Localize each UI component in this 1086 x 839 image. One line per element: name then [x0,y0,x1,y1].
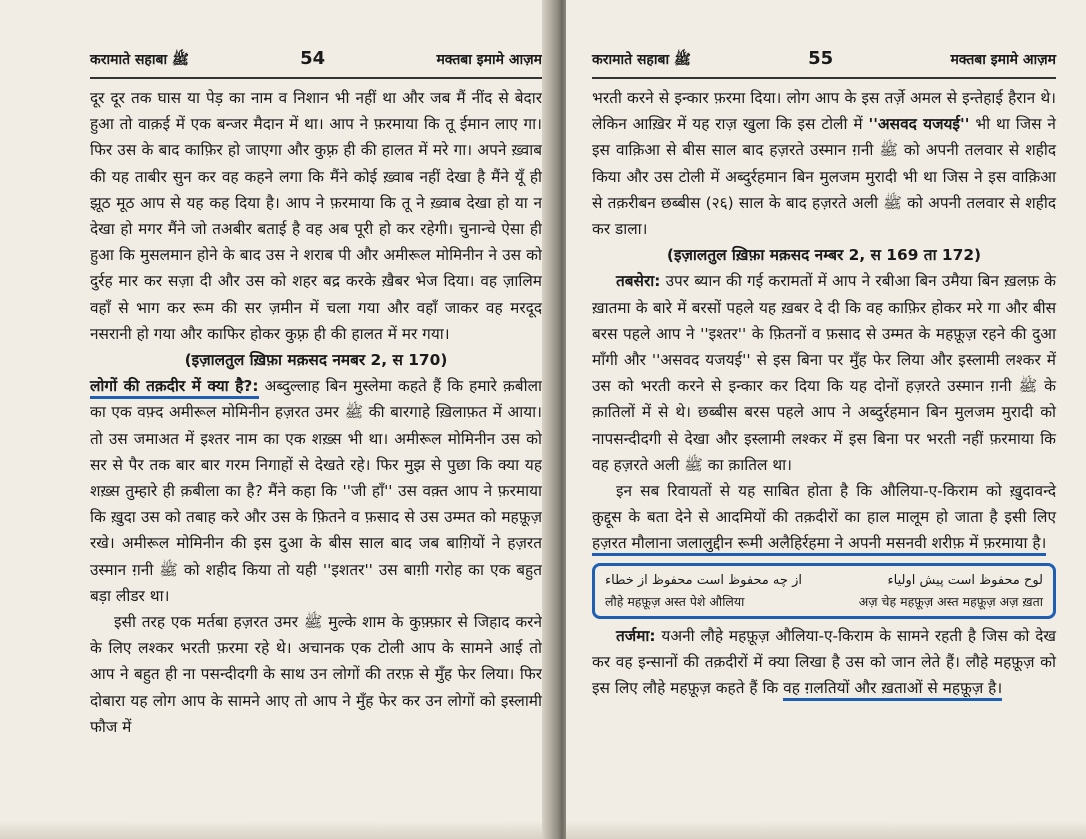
verse-half: از چه محفوظ است محفوظ از خطاء [605,572,802,588]
section-heading: लोगों की तक़दीर में क्या है?: [90,377,259,399]
paragraph [592,85,1056,242]
book-title: करामाते सहाबा ﷺ [592,52,691,68]
verse-half: लौहे महफ़ूज़ अस्त पेशे औलिया [605,593,745,609]
right-page-body [592,85,1056,701]
persian-verse [605,570,1043,592]
paragraph-text: इन सब रिवायतों से यह साबित होता है कि औलिया-ए-किराम को ख़ुदावन्दे क़ुद्दूस के बता देने से आदमियों की तक़दीरों का हाल मालूम हो जाता है इसी लिए [592,482,1056,527]
page-number: 55 [808,48,834,69]
book-title: करामाते सहाबा ﷺ [90,52,189,68]
publisher-name: मक्तबा इमामे आज़म [436,52,542,68]
page-number: 54 [300,48,326,69]
paragraph-text: भरती करने से इन्कार फ़रमा दिया। लोग आप के इस तर्ज़े अमल से इन्तेहाई हैरान थे। लेकिन आख़िर में यह राज़ खुला कि इस टोली में [592,89,1056,134]
underlined-phrase: हज़रत मौलाना जलालुद्दीन रूमी अलैहिर्रहमा ने अपनी मसनवी शरीफ़ में फ़रमाया है। [592,534,1046,556]
persian-verse-box [592,563,1056,619]
reference-citation: (इज़ालतुल ख़िफ़ा मक़सद नमबर 2, स 170) [184,351,448,370]
tabsera-label: तबसेरा: [616,272,661,291]
page-bottom-edge [0,821,556,839]
reference-citation: (इज़ालतुल ख़िफ़ा मक़सद नम्बर 2, स 169 ता 172) [666,246,982,265]
bold-name: ''असवद यजयई'' [868,115,970,134]
page-bottom-edge [566,821,1086,839]
left-page-body [90,85,542,740]
paragraph-body: अब्दुल्लाह बिन मुस्लेमा कहते हैं कि हमारे क़बीला का एक वफ़्द अमीरूल मोमिनीन हज़रत उमर ﷺ की बारगाहे ख़िलाफ़त में आया। तो उस जमाअत में इश्तर नाम का एक शख़्स भी था। अमीरूल मोमिनीन उस को सर से पैर तक बार बार गरम निगाहों से देखते रहे। फिर मुझ से पुछा कि क्या यह शख़्स तुम्हारे ही क़बीला का है? मैंने कहा कि ''जी हाँ'' उस वक़्त आप ने फ़रमाया कि ख़ुदा उस को तबाह करे और उस के फ़ितने व फ़साद से उस उम्मत को महफ़ूज़ रखे। अमीरूल मोमिनीन की इस दुआ के बीस साल बाद जब बाग़ियों ने हज़रत उस्मान ग़नी ﷺ को शहीद किया तो यही ''इशतर'' उस बाग़ी गरोह का एक बहुत बड़ा लीडर था। [90,377,542,605]
tarjuma-label: तर्जमा: [616,626,656,645]
underlined-phrase: वह ग़लतियों और ख़ताओं से महफ़ूज़ है। [783,679,1002,701]
left-page-header [90,48,542,79]
right-page [566,0,1086,839]
verse-half: अज़ चेह महफ़ूज़ अस्त महफ़ूज़ अज़ ख़ता [858,593,1043,609]
paragraph [592,478,1056,557]
paragraph [592,623,1056,702]
paragraph: दूर दूर तक घास या पेड़ का नाम व निशान भी नहीं था और जब मैं नींद से बेदार हुआ तो वाक़ई में एक बन्जर मैदान में था। आप ने फ़रमाया कि तू ईमान लाए गा। फिर उस के बाद काफ़िर हो जाएगा और कुफ़्र ही की हालत में मरे गा। अपने ख़्वाब की यह ताबीर सुन कर वह कहने लगा कि मैंने कोई ख़्वाब नहीं देखा है मैंने यूँ ही झूठ मूठ आप से यह कह दिया है। आप ने फ़रमाया कि तू ने ख़्वाब देखा हो या न देखा हो मगर मैंने जो तअबीर बताई है वह अब पूरी हो कर रहेगी। चुनान्चे ऐसा ही हुआ कि मुसलमान होने के बाद उस ने शराब पी और अमीरूल मोमिनीन ने उस को दुर्रह मार कर सज़ा दी और उस को शहर बद्र करके ख़ैबर भेज दिया। वह ज़ालिम वहाँ से भाग कर रूम की सर ज़मीन में चला गया और वहाँ जाकर वह मरदूद नसरानी हो गया और काफिर होकर कुफ़्र ही की हालत में मर गया। [90,89,542,343]
publisher-name: मक्तबा इमामे आज़म [950,52,1056,68]
paragraph [90,373,542,609]
paragraph-body: यअनी लौहे महफ़ूज़ औलिया-ए-किराम के सामने रहती है जिस को देख कर वह इन्सानों की तक़दीरों में क्या लिखा है उस को जान लेते हैं। लौहे महफ़ूज़ को इस लिए लौहे महफ़ूज़ कहते हैं कि [592,626,1056,698]
verse-half: لوح محفوظ است پیش اولیاء [887,572,1043,588]
paragraph: इसी तरह एक मर्तबा हज़रत उमर ﷺ मुल्के शाम के कुफ़्फ़ार से जिहाद करने के लिए लश्कर भरती फ़रमा रहे थे। अचानक एक टोली आप के सामने आई तो आप ने बहुत ही ना पसन्दीदगी के साथ उन लोगों की तरफ़ से मुँह फेर लिया। फिर दोबारा यह लोग आप के सामने आए तो आप ने मुँह फेर कर उन लोगों को इस्लामी फौज में [90,613,542,736]
paragraph [592,268,1056,478]
verse-transliteration [605,592,1043,612]
paragraph-body: उपर ब्यान की गई करामतों में आप ने रबीआ बिन उमैया बिन ख़लफ़ के ख़ातमा के बारे में बरसों पहले यह ख़बर दे दी कि वह काफ़िर होकर मरे गा और बीस बरस पहले आप ने ''इश्तर'' के फ़ितनों व फ़साद से उम्मत के महफ़ूज़ रहने की दुआ माँगी और ''असवद यजयई'' से इस बिना पर मुँह फेर लिया और इस्लामी लश्कर में उस को भरती करने से इन्कार कर दिया कि यह दोनों हज़रते उस्मान ग़नी ﷺ के क़ातिलों में से थे। छब्बीस बरस पहले आप ने अब्दुर्रहमान बिन मुलजम मुरादी को नापसन्दीदगी से देखा और इस्लामी लश्कर में इस बिना पर भरती नहीं फ़रमाया कि वह हज़रते अली ﷺ का क़ातिल था। [592,272,1056,474]
right-page-header [592,48,1056,79]
paragraph-text: भी था जिस ने इस वाक़िआ से बीस साल बाद हज़रते उस्मान ग़नी ﷺ को अपनी तलवार से शहीद किया और उस टोली में अब्दुर्रहमान बिन मुलजम मुरादी भी था जिस ने इस वाक़िआ से तक़रीबन छब्बीस (२६) साल के बाद हज़रते अली ﷺ को अपनी तलवार से शहीद कर डाला। [592,115,1057,239]
